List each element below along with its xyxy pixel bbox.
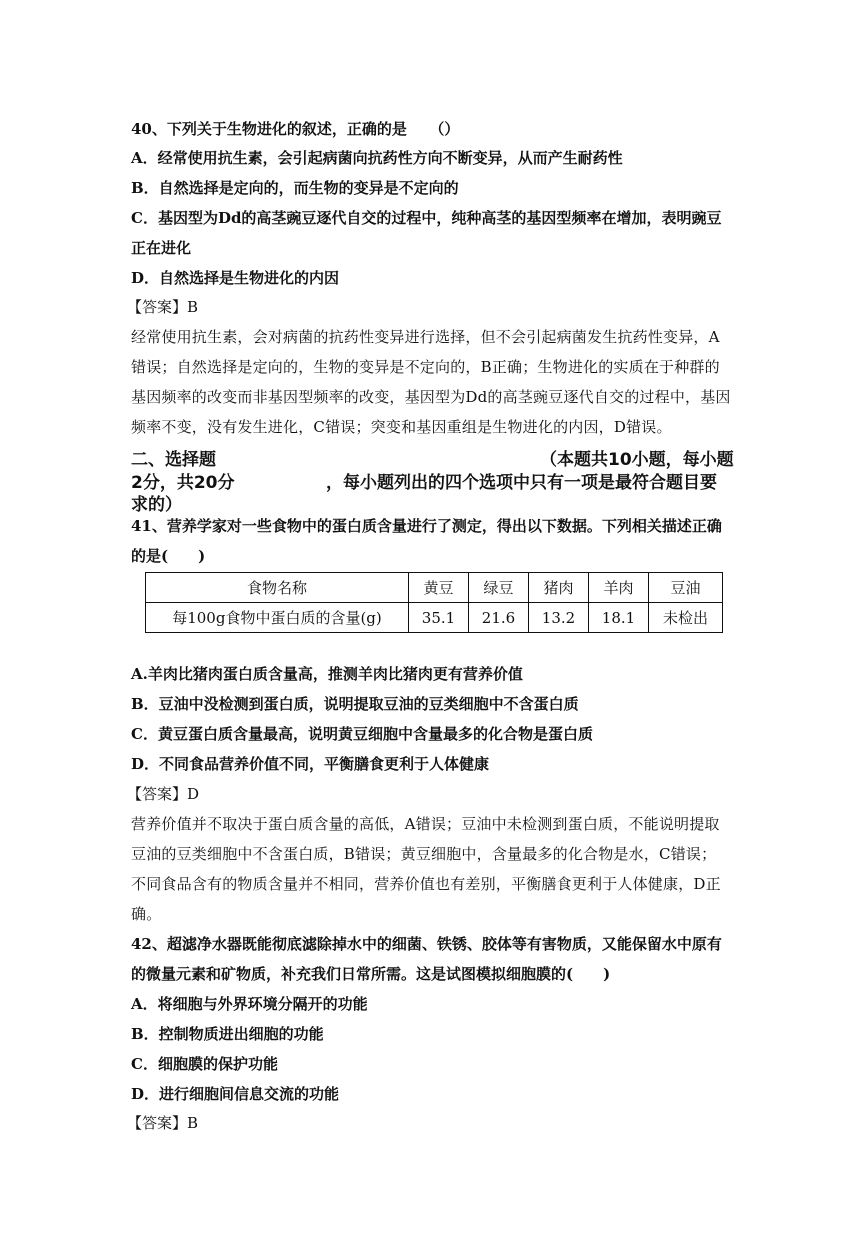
table-header-row <box>146 573 723 603</box>
table-cell: 13.2 <box>529 603 589 633</box>
table-header-cell: 猪肉 <box>529 573 589 603</box>
q42-answer: 【答案】B <box>127 1114 199 1132</box>
protein-table <box>145 572 723 633</box>
section-points: 2分，共20分 <box>131 473 235 493</box>
q41-explanation-4: 确。 <box>131 905 162 923</box>
q40-option-d: D．自然选择是生物进化的内因 <box>131 269 340 287</box>
q42-stem-cont: 的微量元素和矿物质，补充我们日常所需。这是试图模拟细胞膜的( ) <box>131 965 611 983</box>
section-desc-3: 求的） <box>131 495 182 515</box>
table-cell: 35.1 <box>409 603 469 633</box>
q41-explanation-3: 不同食品含有的物质含量并不相同，营养价值也有差别，平衡膳食更利于人体健康，D正 <box>131 875 721 893</box>
table-header-cell: 豆油 <box>649 573 723 603</box>
q40-explanation-4: 频率不变，没有发生进化，C错误；突变和基因重组是生物进化的内因，D错误。 <box>131 418 672 436</box>
table-cell: 18.1 <box>589 603 649 633</box>
table-header-cell: 黄豆 <box>409 573 469 603</box>
section-desc-1: （本题共10小题，每小题 <box>540 450 734 470</box>
q42-option-a: A．将细胞与外界环境分隔开的功能 <box>131 995 368 1013</box>
table-cell: 每100g食物中蛋白质的含量(g) <box>146 603 409 633</box>
q41-option-a: A.羊肉比猪肉蛋白质含量高，推测羊肉比猪肉更有营养价值 <box>131 665 523 683</box>
q41-option-d: D．不同食品营养价值不同，平衡膳食更利于人体健康 <box>131 755 490 773</box>
table-cell: 未检出 <box>649 603 723 633</box>
q40-option-c-cont: 正在进化 <box>131 239 192 257</box>
q40-option-a: A．经常使用抗生素，会引起病菌向抗药性方向不断变异，从而产生耐药性 <box>131 149 623 167</box>
q41-stem-cont: 的是( ) <box>131 547 206 565</box>
table-cell: 21.6 <box>469 603 529 633</box>
table-header-cell: 羊肉 <box>589 573 649 603</box>
q41-explanation-2: 豆油的豆类细胞中不含蛋白质，B错误；黄豆细胞中，含量最多的化合物是水，C错误； <box>131 845 717 863</box>
q41-answer: 【答案】D <box>127 785 200 803</box>
table-row <box>146 603 723 633</box>
q40-answer: 【答案】B <box>127 298 199 316</box>
q42-option-b: B．控制物质进出细胞的功能 <box>131 1025 324 1043</box>
q40-explanation-1: 经常使用抗生素，会对病菌的抗药性变异进行选择，但不会引起病菌发生抗药性变异，A <box>131 328 720 346</box>
q40-stem: 40、下列关于生物进化的叙述，正确的是 （） <box>131 120 460 138</box>
q40-option-c: C．基因型为Dd的高茎豌豆逐代自交的过程中，纯种高茎的基因型频率在增加，表明豌豆 <box>131 209 722 227</box>
q40-explanation-3: 基因频率的改变而非基因型频率的改变，基因型为Dd的高茎豌豆逐代自交的过程中，基因 <box>131 388 731 406</box>
q41-explanation-1: 营养价值并不取决于蛋白质含量的高低，A错误；豆油中未检测到蛋白质，不能说明提取 <box>131 815 720 833</box>
section-desc-2: ，每小题列出的四个选项中只有一项是最符合题目要 <box>326 473 717 493</box>
q42-stem: 42、超滤净水器既能彻底滤除掉水中的细菌、铁锈、胶体等有害物质，又能保留水中原有 <box>131 935 722 953</box>
q40-option-b: B．自然选择是定向的，而生物的变异是不定向的 <box>131 179 459 197</box>
q41-option-c: C．黄豆蛋白质含量最高，说明黄豆细胞中含量最多的化合物是蛋白质 <box>131 725 593 743</box>
q42-option-c: C．细胞膜的保护功能 <box>131 1055 278 1073</box>
q41-stem: 41、营养学家对一些食物中的蛋白质含量进行了测定，得出以下数据。下列相关描述正确 <box>131 517 722 535</box>
section-title: 二、选择题 <box>131 450 216 470</box>
q41-option-b: B．豆油中没检测到蛋白质，说明提取豆油的豆类细胞中不含蛋白质 <box>131 695 579 713</box>
table-header-cell: 绿豆 <box>469 573 529 603</box>
q40-explanation-2: 错误；自然选择是定向的，生物的变异是不定向的，B正确；生物进化的实质在于种群的 <box>131 358 720 376</box>
table-header-cell: 食物名称 <box>146 573 409 603</box>
q42-option-d: D．进行细胞间信息交流的功能 <box>131 1085 340 1103</box>
